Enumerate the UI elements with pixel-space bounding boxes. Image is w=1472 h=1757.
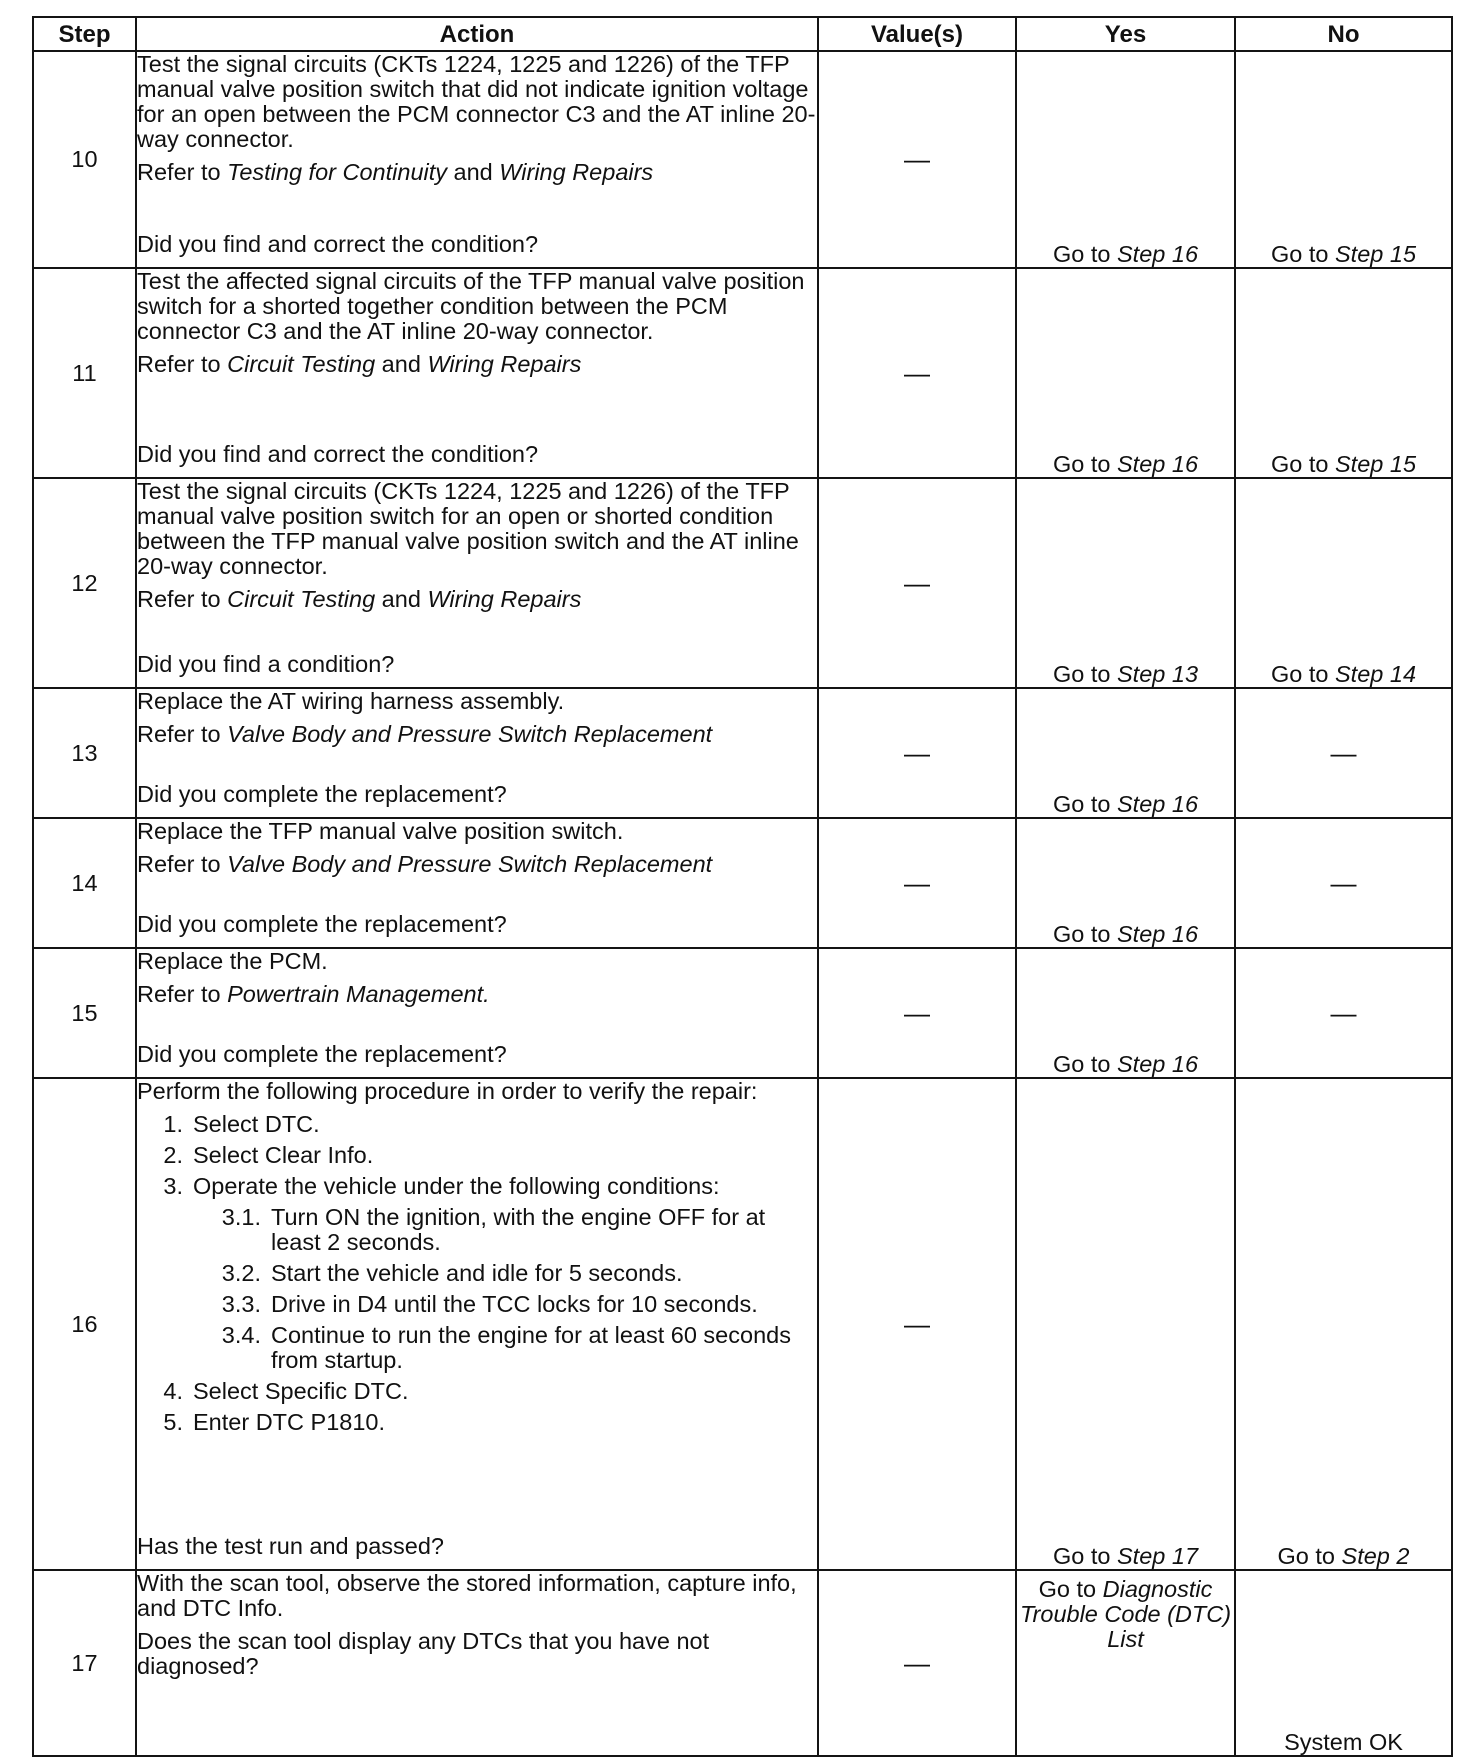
procedure-intro: Perform the following procedure in order to verify the repair: <box>137 1078 758 1104</box>
goto-step-link[interactable]: Step 2 <box>1341 1543 1410 1569</box>
header-values: Value(s) <box>818 17 1016 51</box>
goto-step-link[interactable]: Step 16 <box>1117 451 1199 477</box>
reference-link[interactable]: Testing for Continuity <box>227 159 448 185</box>
procedure-item: 5. Enter DTC P1810. <box>163 1409 386 1435</box>
goto-step-link[interactable]: Step 16 <box>1117 241 1199 267</box>
yes-cell: Go to Step 16 <box>1016 51 1235 268</box>
step-number: 11 <box>33 268 136 478</box>
procedure-list <box>137 1112 817 1435</box>
goto-step-link[interactable]: Step 15 <box>1335 241 1417 267</box>
reference-link[interactable]: Circuit Testing <box>227 351 376 377</box>
no-cell: Go to Step 14 <box>1235 478 1452 688</box>
step-number: 16 <box>33 1078 136 1570</box>
procedure-subitem: 3.1. Turn ON the ignition, with the engine OFF for at least 2 seconds. <box>221 1204 766 1255</box>
value-cell: — <box>818 1570 1016 1756</box>
action-cell <box>136 818 818 948</box>
procedure-item: 3. Operate the vehicle under the following conditions: <box>163 1173 720 1199</box>
action-text: With the scan tool, observe the stored information, capture info, and DTC Info. <box>137 1570 797 1621</box>
table-row-step-14 <box>33 818 1452 948</box>
question-text: Did you find a condition? <box>137 651 395 677</box>
no-cell: Go to Step 15 <box>1235 51 1452 268</box>
reference-link[interactable]: Valve Body and Pressure Switch Replacement <box>227 721 713 747</box>
table-row-step-13 <box>33 688 1452 818</box>
action-text: Replace the PCM. <box>137 948 328 974</box>
value-cell: — <box>818 1078 1016 1570</box>
reference-text: Refer to Circuit Testing and Wiring Repairs <box>137 351 582 377</box>
yes-cell: Go to Step 16 <box>1016 688 1235 818</box>
goto-step-link[interactable]: Step 17 <box>1117 1543 1199 1569</box>
table-row-step-15 <box>33 948 1452 1078</box>
yes-cell: Go to Step 16 <box>1016 948 1235 1078</box>
value-cell: — <box>818 51 1016 268</box>
reference-text: Refer to Circuit Testing and Wiring Repairs <box>137 586 582 612</box>
goto-dtc-list-link[interactable]: Diagnostic Trouble Code (DTC) List <box>1019 1576 1232 1652</box>
reference-link[interactable]: Powertrain Management. <box>227 981 490 1007</box>
question-text: Did you complete the replacement? <box>137 911 507 937</box>
question-text: Did you complete the replacement? <box>137 781 507 807</box>
yes-cell: Go to Diagnostic Trouble Code (DTC) List <box>1016 1570 1235 1756</box>
question-text: Does the scan tool display any DTCs that you have not diagnosed? <box>137 1628 710 1679</box>
action-cell <box>136 1570 818 1756</box>
step-number: 17 <box>33 1570 136 1756</box>
reference-text: Refer to Powertrain Management. <box>137 981 490 1007</box>
yes-cell: Go to Step 13 <box>1016 478 1235 688</box>
table-row-step-12 <box>33 478 1452 688</box>
table-row-step-11 <box>33 268 1452 478</box>
action-text: Replace the AT wiring harness assembly. <box>137 688 565 714</box>
header-row <box>33 17 1452 51</box>
goto-step-link[interactable]: Step 13 <box>1117 661 1199 687</box>
no-cell <box>1235 1570 1452 1756</box>
reference-link[interactable]: Wiring Repairs <box>427 351 582 377</box>
reference-text: Refer to Testing for Continuity and Wiring Repairs <box>137 159 654 185</box>
header-action: Action <box>136 17 818 51</box>
question-text: Did you find and correct the condition? <box>137 441 539 467</box>
goto-step-link[interactable]: Step 16 <box>1117 921 1199 947</box>
value-cell: — <box>818 818 1016 948</box>
action-cell <box>136 1078 818 1570</box>
step-number: 14 <box>33 818 136 948</box>
value-cell: — <box>818 478 1016 688</box>
goto-step-link[interactable]: Step 16 <box>1117 1051 1199 1077</box>
header-step: Step <box>33 17 136 51</box>
action-cell <box>136 268 818 478</box>
procedure-item: 2. Select Clear Info. <box>163 1142 374 1168</box>
step-number: 15 <box>33 948 136 1078</box>
step-number: 10 <box>33 51 136 268</box>
no-cell: Go to Step 15 <box>1235 268 1452 478</box>
header-no: No <box>1235 17 1452 51</box>
question-text: Did you find and correct the condition? <box>137 231 539 257</box>
reference-link[interactable]: Wiring Repairs <box>427 586 582 612</box>
procedure-item: 4. Select Specific DTC. <box>163 1378 409 1404</box>
reference-text: Refer to Valve Body and Pressure Switch Replacement <box>137 851 713 877</box>
question-text: Has the test run and passed? <box>137 1533 445 1559</box>
step-number: 13 <box>33 688 136 818</box>
action-text: Test the signal circuits (CKTs 1224, 1225 and 1226) of the TFP manual valve position switch that did not indicate ignition voltage for an open between the PCM connector C3 and the AT inline 20-way connector. <box>137 51 816 152</box>
value-cell: — <box>818 948 1016 1078</box>
goto-step-link[interactable]: Step 15 <box>1335 451 1417 477</box>
action-cell <box>136 51 818 268</box>
system-ok-text: System OK <box>1284 1729 1403 1755</box>
value-cell: — <box>818 268 1016 478</box>
value-cell: — <box>818 688 1016 818</box>
procedure-subitem: 3.2. Start the vehicle and idle for 5 seconds. <box>221 1260 683 1286</box>
question-text: Did you complete the replacement? <box>137 1041 507 1067</box>
reference-text: Refer to Valve Body and Pressure Switch Replacement <box>137 721 713 747</box>
reference-link[interactable]: Valve Body and Pressure Switch Replacement <box>227 851 713 877</box>
yes-cell: Go to Step 17 <box>1016 1078 1235 1570</box>
action-text: Test the signal circuits (CKTs 1224, 1225 and 1226) of the TFP manual valve position switch for an open or shorted condition between the TFP manual valve position switch and the AT inline 20-way connector. <box>137 478 799 579</box>
reference-link[interactable]: Wiring Repairs <box>499 159 654 185</box>
action-cell <box>136 478 818 688</box>
no-cell: — <box>1235 818 1452 948</box>
header-yes: Yes <box>1016 17 1235 51</box>
goto-step-link[interactable]: Step 16 <box>1117 791 1199 817</box>
procedure-subitem: 3.3. Drive in D4 until the TCC locks for 10 seconds. <box>221 1291 758 1317</box>
yes-cell: Go to Step 16 <box>1016 268 1235 478</box>
reference-link[interactable]: Circuit Testing <box>227 586 376 612</box>
action-cell <box>136 948 818 1078</box>
table-row-step-17 <box>33 1570 1452 1756</box>
goto-step-link[interactable]: Step 14 <box>1335 661 1417 687</box>
table-row-step-10 <box>33 51 1452 268</box>
step-number: 12 <box>33 478 136 688</box>
table-row-step-16 <box>33 1078 1452 1570</box>
yes-cell: Go to Step 16 <box>1016 818 1235 948</box>
action-text: Test the affected signal circuits of the TFP manual valve position switch for a shorted together condition between the PCM connector C3 and the AT inline 20-way connector. <box>137 268 805 344</box>
procedure-subitem: 3.4. Continue to run the engine for at least 60 seconds from startup. <box>221 1322 791 1373</box>
no-cell: Go to Step 2 <box>1235 1078 1452 1570</box>
action-cell <box>136 688 818 818</box>
diagnostic-table <box>32 16 1453 1757</box>
no-cell: — <box>1235 948 1452 1078</box>
action-text: Replace the TFP manual valve position switch. <box>137 818 624 844</box>
procedure-item: 1. Select DTC. <box>163 1111 320 1137</box>
no-cell: — <box>1235 688 1452 818</box>
